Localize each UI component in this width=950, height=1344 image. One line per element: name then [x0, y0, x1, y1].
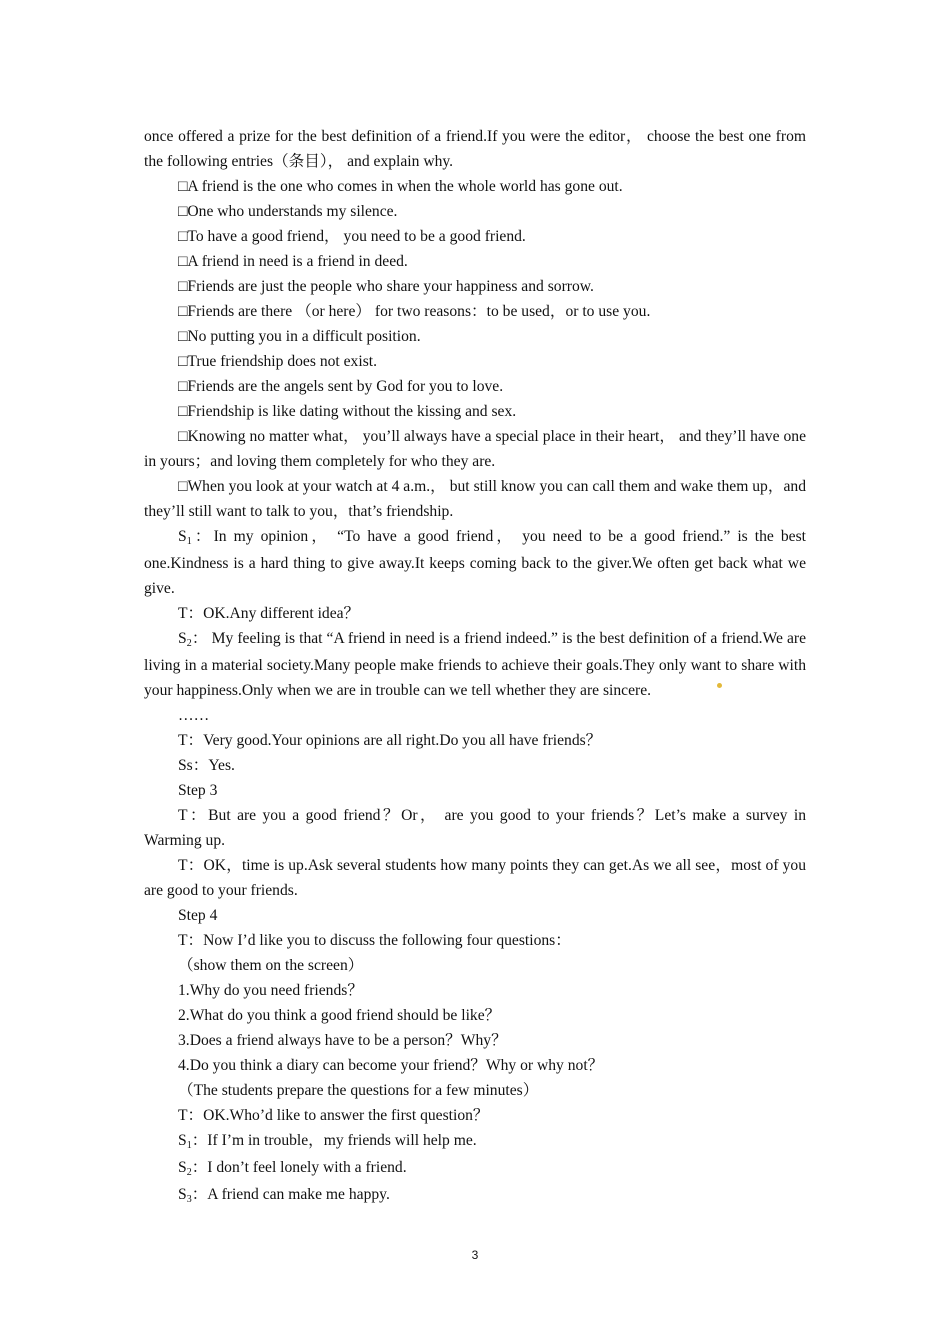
student1-opinion — [144, 524, 806, 601]
step-heading: Step 4 — [178, 907, 218, 924]
speaker-label: S — [178, 1159, 187, 1176]
entry-item: □Friends are the angels sent by God for you to love. — [178, 378, 504, 395]
question-item: 1.Why do you need friends？ — [178, 982, 363, 999]
speaker-label: S — [178, 528, 187, 545]
entry-item: □One who understands my silence. — [178, 203, 398, 220]
answer-text: ：A friend can make me happy. — [191, 1186, 390, 1203]
question-item: 4.Do you think a diary can become your friend？Why or why not？ — [178, 1057, 604, 1074]
opinion-text: ：In my opinion， “To have a good friend， you need to be a good friend.” is the best one.Kindness is a hard thing to give away.It keeps coming back to the giver.We often get back what we give. — [144, 528, 806, 597]
speaker-subscript: 1 — [186, 536, 192, 547]
speaker-subscript: 2 — [186, 1167, 192, 1178]
student-answer — [144, 1155, 806, 1182]
teacher-line: T：But are you a good friend？Or， are you good to your friends？Let’s make a survey in Warming up. — [144, 807, 806, 849]
stage-direction: （show them on the screen） — [178, 957, 364, 974]
intro-paragraph: once offered a prize for the best definition of a friend.If you were the editor， choose the best one from the following entries（条目）， and explain why. — [144, 128, 806, 170]
speaker-subscript: 3 — [186, 1194, 192, 1205]
entry-item: □Friends are just the people who share your happiness and sorrow. — [178, 278, 594, 295]
entry-item: □To have a good friend， you need to be a good friend. — [178, 228, 526, 245]
student-answer — [144, 1128, 806, 1155]
entry-item: □Knowing no matter what， you’ll always have a special place in their heart， and they’ll have one in yours；and loving them completely for who they are. — [144, 428, 806, 470]
teacher-line: T：OK.Who’d like to answer the first question？ — [178, 1107, 489, 1124]
opinion-text: ： My feeling is that “A friend in need is a friend indeed.” is the best definition of a friend.We are living in a material society.Many people make friends to achieve their goals.They only want to share with your happiness.Only when we are in trouble can we tell whether they are sincere. — [144, 630, 806, 699]
answer-text: ：If I’m in trouble，my friends will help me. — [191, 1132, 477, 1149]
question-item: 2.What do you think a good friend should be like？ — [178, 1007, 501, 1024]
question-item: 3.Does a friend always have to be a person？Why？ — [178, 1032, 507, 1049]
speaker-subscript: 2 — [186, 638, 192, 649]
stray-mark — [717, 683, 722, 688]
entry-item: □When you look at your watch at 4 a.m.， but still know you can call them and wake them up，and they’ll still want to talk to you，that’s friendship. — [144, 478, 806, 520]
speaker-subscript: 1 — [186, 1140, 192, 1151]
entry-item: □Friendship is like dating without the kissing and sex. — [178, 403, 517, 420]
ellipsis: …… — [178, 707, 210, 724]
entry-item: □True friendship does not exist. — [178, 353, 377, 370]
entry-item: □Friends are there （or here） for two reasons：to be used，or to use you. — [178, 303, 651, 320]
stage-direction: （The students prepare the questions for a few minutes） — [178, 1082, 539, 1099]
speaker-label: S — [178, 1132, 187, 1149]
speaker-label: S — [178, 630, 187, 647]
teacher-line: T：Very good.Your opinions are all right.Do you all have friends？ — [178, 732, 602, 749]
step-heading: Step 3 — [178, 782, 218, 799]
teacher-line: T：Now I’d like you to discuss the following four questions： — [178, 932, 571, 949]
teacher-line: T：OK，time is up.Ask several students how many points they can get.As we all see，most of you are good to your friends. — [144, 857, 806, 899]
student2-opinion — [144, 626, 806, 703]
teacher-line: T：OK.Any different idea？ — [178, 605, 360, 622]
entry-item: □A friend is the one who comes in when the whole world has gone out. — [178, 178, 623, 195]
body-text — [144, 124, 806, 1209]
entry-item: □A friend in need is a friend in deed. — [178, 253, 408, 270]
student-answer — [144, 1182, 806, 1209]
answer-text: ：I don’t feel lonely with a friend. — [191, 1159, 407, 1176]
students-line: Ss：Yes. — [178, 757, 235, 774]
page-number: 3 — [471, 1248, 479, 1262]
speaker-label: S — [178, 1186, 187, 1203]
entry-item: □No putting you in a difficult position. — [178, 328, 421, 345]
